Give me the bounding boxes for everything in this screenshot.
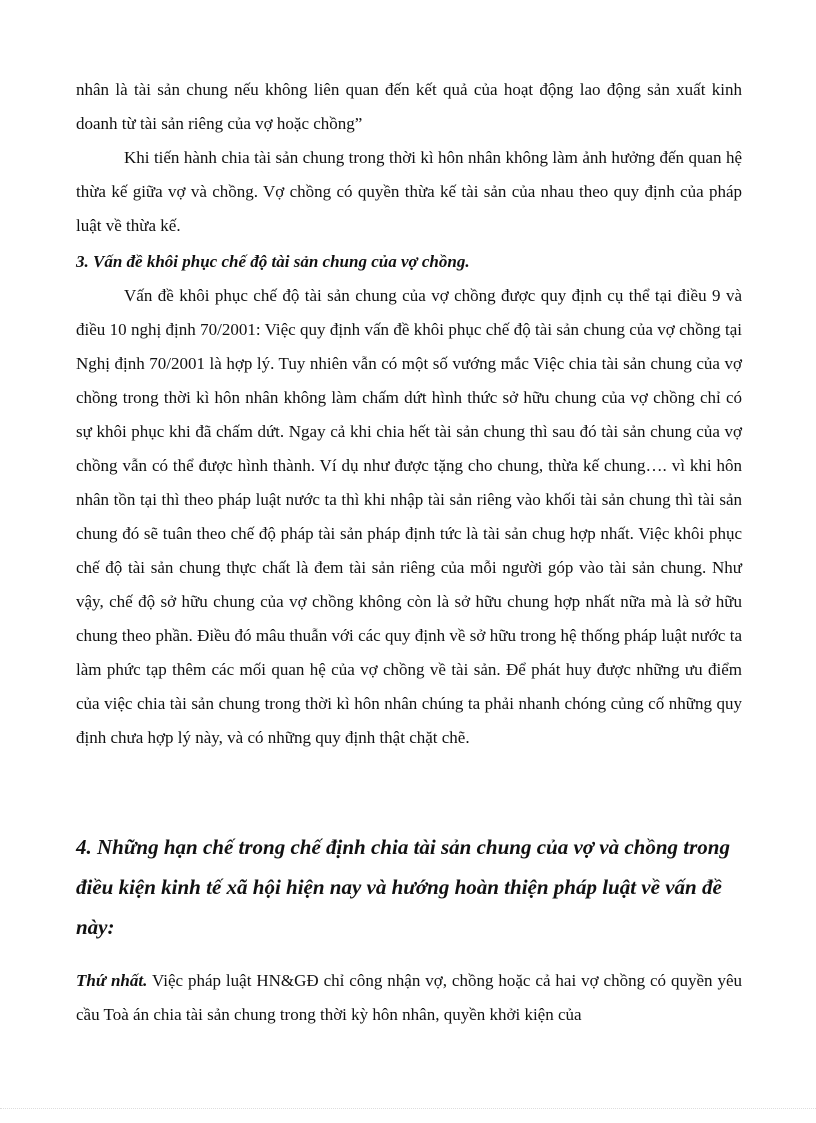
- section-heading-4: 4. Những hạn chế trong chế định chia tài sản chung của vợ và chồng trong điều kiện kinh tế xã hội hiện nay và hướng hoàn thiện pháp luật về vấn đề này:: [76, 835, 730, 939]
- page-bottom-divider: [0, 1108, 816, 1109]
- paragraph-restoration: Vấn đề khôi phục chế độ tài sản chung của vợ chồng được quy định cụ thể tại điều 9 và điều 10 nghị định 70/2001: Việc quy định vấn đề khôi phục chế độ tài sản chung của vợ chồng tại Nghị định 70/2001 là hợp lý. Tuy nhiên vẫn có một số vướng mắc Việc chia tài sản chung của vợ chồng trong thời kì hôn nhân không làm chấm dứt hình thức sở hữu chung của vợ chồng chỉ có sự khôi phục khi đã chấm dứt. Ngay cả khi chia hết tài sản chung thì sau đó tài sản chung của vợ chồng vẫn có thể được hình thành. Ví dụ như được tặng cho chung, thừa kế chung…. vì khi hôn nhân tồn tại thì theo pháp luật nước ta thì khi nhập tài sản riêng vào khối tài sản chung thì tài sản chung đó sẽ tuân theo chế độ pháp tài sản pháp định tức là tài sản chug hợp nhất. Việc khôi phục chế độ tài sản chung thực chất là đem tài sản riêng của mỗi người góp vào tài sản chung. Như vậy, chế độ sở hữu chung của vợ chồng không còn là sở hữu chung hợp nhất nữa mà là sở hữu chung theo phần. Điều đó mâu thuẫn với các quy định về sở hữu trong hệ thống pháp luật nước ta làm phức tạp thêm các mối quan hệ của vợ chồng về tài sản. Để phát huy được những ưu điểm của việc chia tài sản chung trong thời kì hôn nhân chúng ta phải nhanh chóng củng cố những quy định chưa hợp lý này, và có những quy định thật chặt chẽ.: [76, 286, 742, 747]
- paragraph-continued: nhân là tài sản chung nếu không liên quan đến kết quả của hoạt động lao động sản xuất kinh doanh từ tài sản riêng của vợ hoặc chồng”: [76, 80, 742, 133]
- paragraph-inheritance: Khi tiến hành chia tài sản chung trong thời kì hôn nhân không làm ảnh hưởng đến quan hệ thừa kế giữa vợ và chồng. Vợ chồng có quyền thừa kế tài sản của nhau theo quy định của pháp luật về thừa kế.: [76, 148, 742, 235]
- paragraph-body: Việc pháp luật HN&GĐ chỉ công nhận vợ, chồng hoặc cả hai vợ chồng có quyền yêu cầu Toà án chia tài sản chung trong thời kỳ hôn nhân, quyền khởi kiện của: [76, 971, 743, 1024]
- section-heading-3: 3. Vấn đề khôi phục chế độ tài sản chung của vợ chồng.: [76, 252, 470, 271]
- paragraph-lead: Thứ nhất.: [76, 971, 148, 990]
- paragraph-first-limitation: [76, 964, 742, 1032]
